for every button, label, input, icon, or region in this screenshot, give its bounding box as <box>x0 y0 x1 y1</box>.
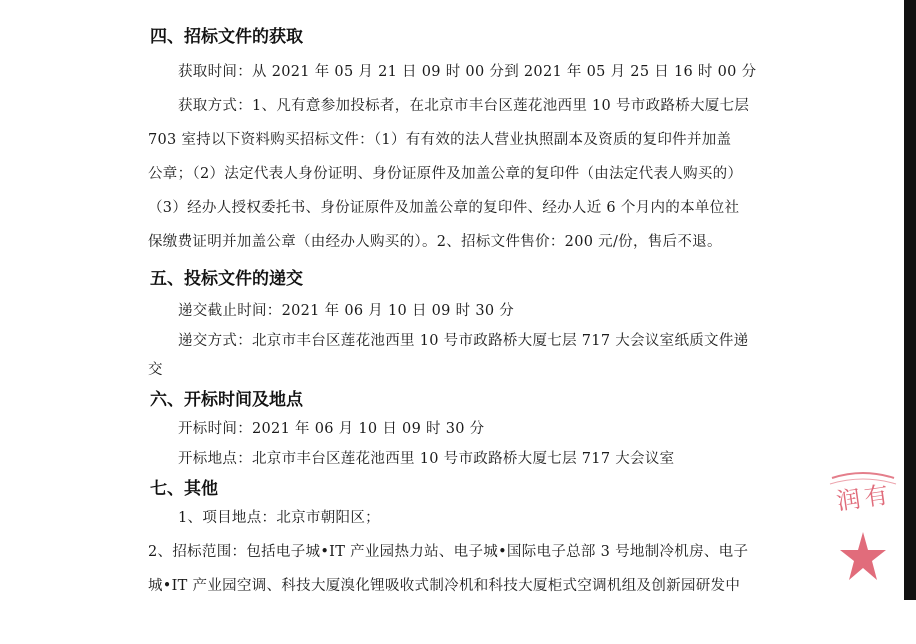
s7-line-3: 城•IT 产业园空调、科技大厦溴化锂吸收式制冷机和科技大厦柜式空调机组及创新园研发中 <box>148 578 741 594</box>
section-heading-7: 七、其他 <box>150 479 218 499</box>
s4-line-2: 获取方式：1、凡有意参加投标者，在北京市丰台区莲花池西里 10 号市政路桥大厦七层 <box>178 98 750 114</box>
section-heading-5: 五、投标文件的递交 <box>150 269 303 289</box>
s5-line-3: 交 <box>148 362 163 378</box>
s6-line-2: 开标地点：北京市丰台区莲花池西里 10 号市政路桥大厦七层 717 大会议室 <box>178 451 675 467</box>
s5-line-1: 递交截止时间：2021 年 06 月 10 日 09 时 30 分 <box>178 303 515 319</box>
s7-line-2: 2、招标范围：包括电子城•IT 产业园热力站、电子城•国际电子总部 3 号地制冷机房、电子 <box>148 544 749 560</box>
stamp-text: 润有 <box>834 480 895 516</box>
section-heading-6: 六、开标时间及地点 <box>150 390 303 410</box>
section-heading-4: 四、招标文件的获取 <box>150 27 303 47</box>
s4-line-5: （3）经办人授权委托书、身份证原件及加盖公章的复印件、经办人近 6 个月内的本单位社 <box>148 200 740 216</box>
s4-line-1: 获取时间：从 2021 年 05 月 21 日 09 时 00 分到 2021 年 05 月 25 日 16 时 00 分 <box>178 64 757 80</box>
s5-line-2: 递交方式：北京市丰台区莲花池西里 10 号市政路桥大厦七层 717 大会议室纸质文件递 <box>178 333 749 349</box>
page-edge-bar <box>904 0 916 600</box>
s7-line-1: 1、项目地点：北京市朝阳区； <box>178 510 380 526</box>
s4-line-3: 703 室持以下资料购买招标文件：（1）有有效的法人营业执照副本及资质的复印件并加盖 <box>148 132 732 148</box>
s4-line-4: 公章；（2）法定代表人身份证明、身份证原件及加盖公章的复印件（由法定代表人购买的） <box>148 166 743 182</box>
s6-line-1: 开标时间：2021 年 06 月 10 日 09 时 30 分 <box>178 421 485 437</box>
s4-line-6: 保缴费证明并加盖公章（由经办人购买的）。2、招标文件售价：200 元/份，售后不退。 <box>148 234 722 250</box>
